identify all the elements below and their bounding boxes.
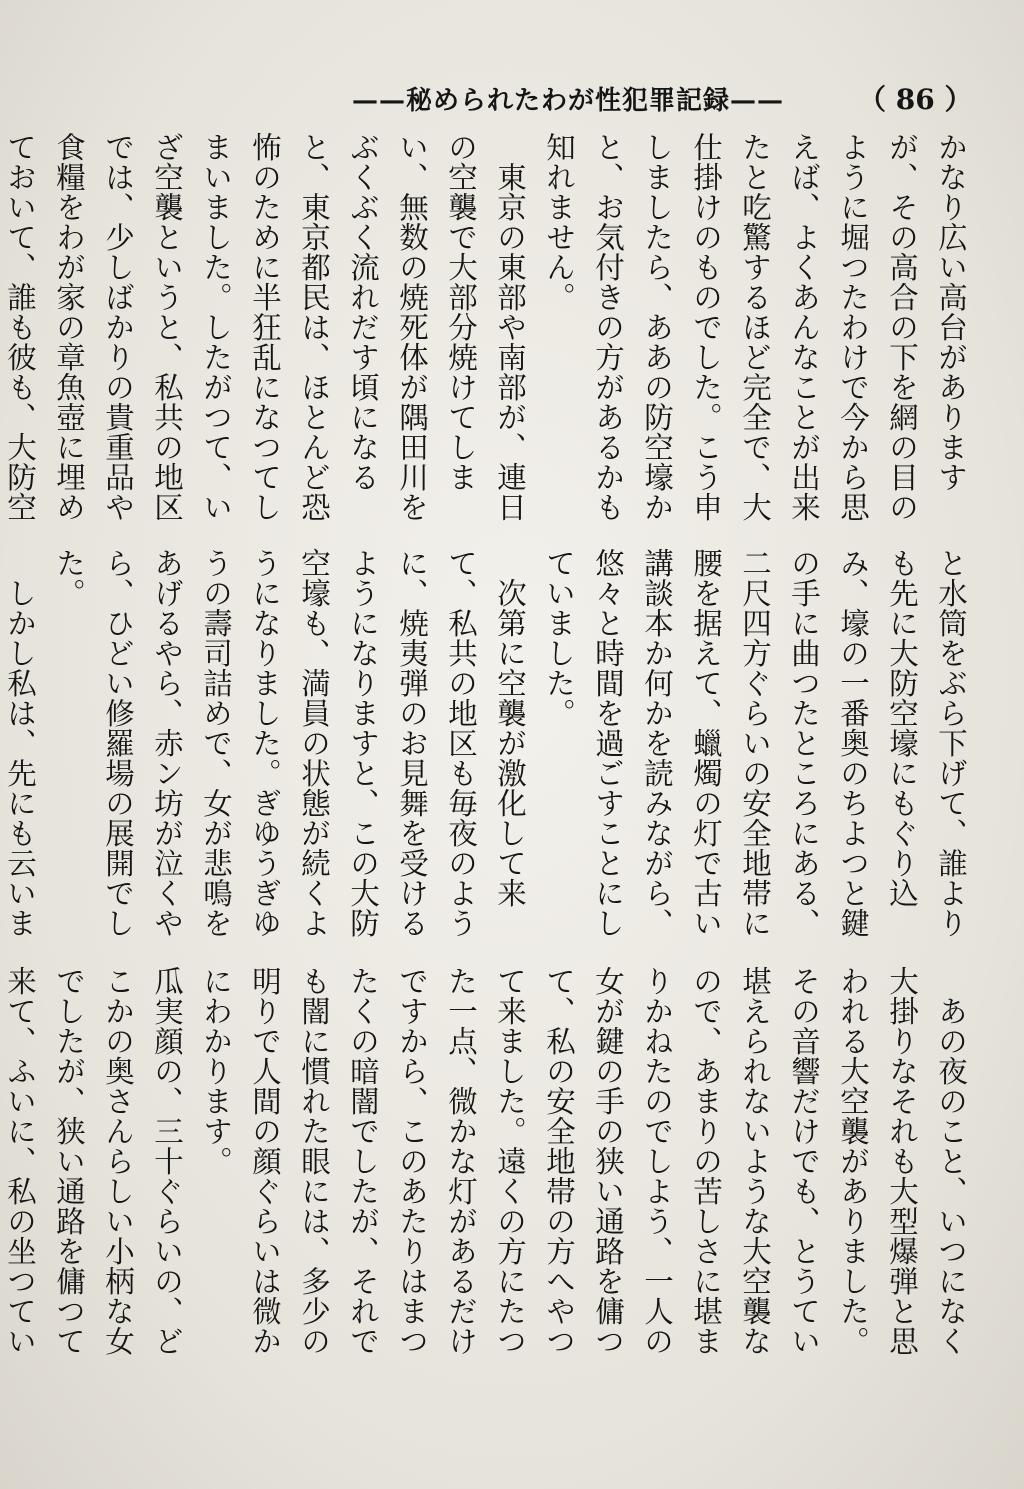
paragraph: あの夜のこと、いつになく大掛りなそれも大型爆弾と思われる大空襲がありました。その音響だけでも、とうてい堪えられないような大空襲なので、あまりの苦しさに堪まりかねたのでしよう、一人の女が鍵の手の狭い通路を傭つて、私の安全地帯の方へやつて来ました。遠くの方にたつた一点、微かな灯があるだけですから、このあたりはまつたくの暗闇でしたが、それでも闇に慣れた眼には、多少の明りで人間の顔ぐらいは微かにわかります。 [199,966,968,1356]
text-block-middle [3,548,975,940]
text-block-lower [3,966,975,1374]
paragraph: 東京の東部や南部が、連日の空襲で大部分焼けてしまい、無数の焼死体が隅田川をぶくぶく流れだす頃になると、東京都民は、ほとんど恐怖のために半狂乱になつてしまいました。したがつて、いざ空襲というと、私共の地区では、少しばかりの貴重品や食糧をわが家の章魚壺に埋めておいて、誰も彼も、大防空 [3,132,527,522]
text-block-upper [3,132,975,534]
paragraph: かなり広い高台がありますが、その高合の下を網の目のように堀つたわけで今から思えば、よくあんなことが出来たと吃驚するほど完全で、大仕掛けのものでした。こう申しましたら、ああの防空壕かと、お気付きの方があるかも知れません。 [542,132,968,522]
paragraph: 次第に空襲が激化して来て、私共の地区も毎夜のように、焼夷弾のお見舞を受けるようになりますと、この大防空壕も、満員の状態が続くようになりました。ぎゆうぎゆうの壽司詰めで、女が悲鳴をあげるやら、赤ン坊が泣くやら、ひどい修羅場の展開でした。 [52,548,527,938]
paragraph: と水筒をぶら下げて、誰よりも先に大防空壕にもぐり込み、壕の一番奥のちよつと鍵の手に曲つたところにある、二尺四方ぐらいの安全地帯に腰を据えて、蠟燭の灯で古い講談本か何かを読みながら、悠々と時間を過ごすことにしていました。 [542,548,968,938]
running-header-title: ——秘められたわが性犯罪記録—— [352,86,785,116]
paragraph: 瓜実顔の、三十ぐらいの、どこかの奥さんらしい小柄な女でしたが、狭い通路を傭つて来て、ふいに、私の坐つてい [3,966,184,1356]
page-number: （ 86 ） [858,83,973,116]
paragraph: しかし私は、先にも云いま [3,577,37,938]
